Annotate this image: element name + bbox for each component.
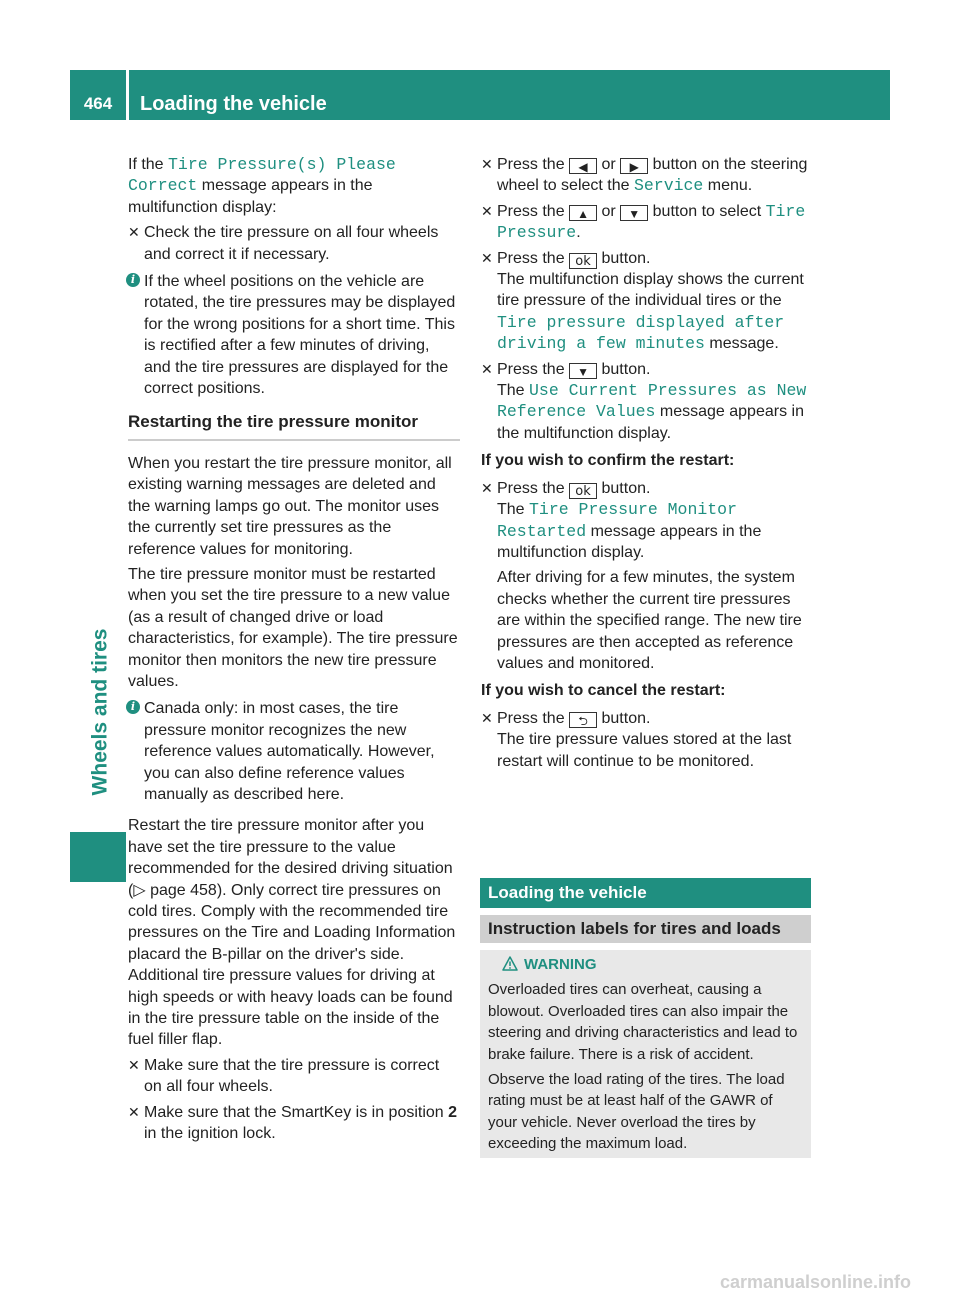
display-message: Tire pressure displayed after driving a few minutes xyxy=(497,312,785,354)
display-message: Use Current Pressures as New Reference Values xyxy=(497,381,807,422)
ok-button-icon: ok xyxy=(569,253,597,269)
warning-box xyxy=(480,950,811,1158)
left-column xyxy=(128,154,460,1148)
back-button-icon: ⮌ xyxy=(569,712,597,728)
step-item: ✕ Press the ◀ or ▶ button on the steering wheel to select the Service menu. xyxy=(481,156,808,196)
step-item: ✕ Make sure that the SmartKey is in position 2 in the ignition lock. xyxy=(128,1103,458,1143)
step-item: ✕ Check the tire pressure on all four wheels and correct it if necessary. xyxy=(128,224,439,263)
display-message: Tire Pressure xyxy=(497,201,806,243)
section-heading: Restarting the tire pressure monitor xyxy=(128,411,460,440)
section-heading-bar: Instruction labels for tires and loads xyxy=(480,915,811,943)
warning-text: Observe the load rating of the tires. The load rating must be at least half of the GAWR of your vehicle. Never overload the tires by exceeding the maximum load. xyxy=(488,1071,785,1153)
paragraph: When you restart the tire pressure monitor, all existing warning messages are deleted and the warning lamps go out. The monitor uses the currently set tire pressures as the reference values for monitoring. xyxy=(128,454,452,558)
warning-triangle-icon xyxy=(502,956,518,971)
step-item: ✕ Press the ⮌ button. The tire pressure values stored at the last restart will continue to be monitored. xyxy=(481,709,792,770)
step-arrow-icon: ✕ xyxy=(128,224,140,241)
step-item: ✕ Press the ▼ button. The Use Current Pressures as New Reference Values message appears in the multifunction display. xyxy=(481,360,807,442)
info-icon: i xyxy=(126,700,140,714)
step-arrow-icon: ✕ xyxy=(128,1056,140,1073)
page-number: 464 xyxy=(83,94,113,113)
paragraph: If the Tire Pressure(s) Please Correct message appears in the multifunction display: xyxy=(128,155,396,216)
ok-button-icon: ok xyxy=(569,483,597,499)
watermark: carmanualsonline.info xyxy=(720,1272,912,1292)
sub-heading: If you wish to confirm the restart: xyxy=(481,452,735,470)
page-ref-arrow-icon: ▷ xyxy=(133,881,146,899)
display-message: Service xyxy=(633,176,704,196)
step-item: ✕ Press the ▲ or ▼ button to select Tire Pressure. xyxy=(481,201,806,243)
step-arrow-icon: ✕ xyxy=(481,249,493,266)
chapter-heading: Loading the vehicle xyxy=(480,878,811,908)
side-tab-marker xyxy=(70,832,126,882)
header-divider xyxy=(126,70,129,120)
paragraph: Restart the tire pressure monitor after you have set the tire pressure to the value recommended for the desired driving situation (▷ page 458). Only correct tire pressures on cold tires. Comply with the recommended tire pressures on the Tire and Loading Information placard the B-pillar on the driver's side. Additional tire pressure values for driving at high speeds or with heavy loads can be found in the tire pressure table on the inside of the fuel filler flap. xyxy=(128,817,456,1049)
down-arrow-button-icon: ▼ xyxy=(569,363,597,379)
step-arrow-icon: ✕ xyxy=(481,709,493,726)
right-column xyxy=(481,154,813,776)
step-item: ✕ Make sure that the tire pressure is correct on all four wheels. xyxy=(128,1056,440,1096)
step-arrow-icon: ✕ xyxy=(481,360,493,377)
up-arrow-button-icon: ▲ xyxy=(569,205,597,221)
display-message: Tire Pressure Monitor Restarted xyxy=(497,500,737,541)
page-reference-link[interactable]: page 458 xyxy=(150,881,217,899)
sub-heading: If you wish to cancel the restart: xyxy=(481,682,726,700)
step-arrow-icon: ✕ xyxy=(128,1103,140,1120)
left-arrow-button-icon: ◀ xyxy=(569,158,597,174)
step-arrow-icon: ✕ xyxy=(481,202,493,219)
paragraph: The tire pressure monitor must be restarted when you set the tire pressure to a new value (as a result of changed drive or load characteristics, for example). The tire pressure monitor then monitors the new tire pressure values. xyxy=(128,565,458,690)
warning-text: Overloaded tires can overheat, causing a blowout. Overloaded tires can also impair the steering and driving characteristics and lead to brake failure. There is a risk of accident. xyxy=(488,981,798,1063)
step-arrow-icon: ✕ xyxy=(481,479,493,496)
warning-title: WARNING xyxy=(502,954,803,975)
down-arrow-button-icon: ▼ xyxy=(620,205,648,221)
info-icon: i xyxy=(126,273,140,287)
step-item: ✕ Press the ok button. The multifunction display shows the current tire pressure of the individual tires or the Tire pressure displayed after driving a few minutes message. xyxy=(481,249,804,354)
side-tab-label: Wheels and tires xyxy=(88,628,112,796)
display-message: Tire Pressure(s) Please Correct xyxy=(128,155,396,196)
right-arrow-button-icon: ▶ xyxy=(620,158,648,174)
step-item: ✕ Press the ok button. The Tire Pressure Monitor Restarted message appears in the multifunction display. After driving for a few minutes, the system checks whether the current tire pressures are within the specified range. The new tire pressures are then accepted as reference values and monitored. xyxy=(481,479,802,672)
step-arrow-icon: ✕ xyxy=(481,156,493,172)
page-title: Loading the vehicle xyxy=(140,93,327,115)
info-note: i If the wheel positions on the vehicle are rotated, the tire pressures may be displayed for the wrong positions for a short time. This is rectified after a few minutes of driving, and the tire pressures are displayed for the correct positions. xyxy=(128,271,460,399)
info-note: i Canada only: in most cases, the tire pressure monitor recognizes the new reference values automatically. However, you can also define reference values manually as described here. xyxy=(128,698,460,805)
